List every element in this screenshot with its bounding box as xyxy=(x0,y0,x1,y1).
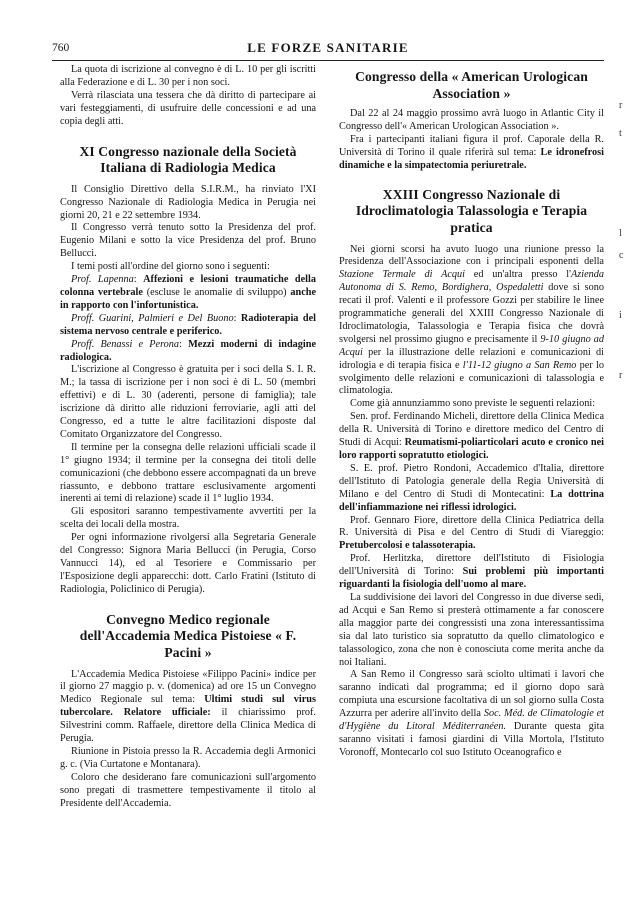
topic-title: Radioterapia del sistema nervoso centrale e periferico. xyxy=(60,312,316,337)
italic-run: 9-10 giugno ad Acqui xyxy=(339,333,604,358)
edge-glyph: r xyxy=(619,100,623,111)
text-run: Fra i partecipanti italiani figura il prof. Caporale della R. Università di Torino il quale riferirà sul tema: xyxy=(339,134,604,158)
italic-run: Soc. Méd. de Climatologie et d'Hygiène du Litoral Méditerranéen. xyxy=(339,708,604,733)
paragraph: I temi posti all'ordine del giorno sono i seguenti: xyxy=(71,261,270,273)
text-run: S. E. prof. Pietro Rondoni, Accademico d'Italia, direttore dell'Istituto di Patologia generale della Regia Università di Milano e del Centro di Studi di Montecatini: xyxy=(339,462,604,500)
text-run: L'Accademia Medica Pistoiese «Filippo Pacini» indice per il giorno 27 maggio p. v. (domenica) ad ore 15 un Convegno Medico Regionale sul tema: xyxy=(60,668,316,706)
relation-item xyxy=(339,411,604,463)
paragraph: Coloro che desiderano fare comunicazioni sull'argomento sono pregati di trasmettere tempestivamente il titolo al Presidente dell'Accademia. xyxy=(60,771,316,809)
italic-run: Stazione Termale di Acqui xyxy=(339,269,465,281)
topic-title: Pretubercolosi e talassoterapia. xyxy=(339,540,476,552)
paragraph: L'iscrizione al Congresso è gratuita per i soci della S. I. R. M.; la tassa di iscrizione per i non soci è di L. 50 (membri effettivi) e di L. 30 (aderenti, persone di famiglia); tale iscrizione dà diritto alle riduzioni ferroviarie, agli atti del Congresso, ed a tutte le altre facilitazioni disposte dal Comitato Organizzatore del Congresso. xyxy=(60,364,316,440)
paragraph: Come già annunziammo sono previste le seguenti relazioni: xyxy=(350,398,596,410)
topic-title: Le idronefrosi dinamiche e la simpatectomia periuretrale. xyxy=(339,146,604,171)
topic-title: Reumatismi-poliarticolari acuto e cronico nei loro rapporti sopratutto etiologici. xyxy=(339,437,604,461)
edge-glyph: t xyxy=(619,128,622,139)
paragraph: Gli espositori saranno tempestivamente avvertiti per la scelta dei locali della mostra. xyxy=(60,506,316,531)
text-run: per lo svolgimento delle relazioni e comunicazioni di talassologia e climatologia. xyxy=(339,359,604,397)
text-run: Prof. Herlitzka, direttore dell'Istituto di Fisiologia dell'Università di Torino: xyxy=(339,553,604,578)
text-run: A San Remo il Congresso sarà sciolto ultimati i lavori che saranno indicati dal programma; ed il giorno dopo sarà compiuta una escursione facoltativa di un sol giorno sulla Costa Azzurra per aderire all'invito della xyxy=(339,669,604,720)
edge-glyph: c xyxy=(619,250,624,261)
section-title-urological: Congresso della « American Urologican Association » xyxy=(355,69,588,101)
paragraph xyxy=(339,669,604,759)
topic-item: Proff. Guarini, Palmieri e Del Buono: Radioterapia del sistema nervoso centrale e periferico. xyxy=(60,312,316,337)
relation-item xyxy=(339,553,604,592)
edge-glyph: r xyxy=(619,370,623,381)
text-run: Sen. prof. Ferdinando Micheli, direttore della Clinica Medica della R. Università di Torino e direttore medico del Centro di Studi di Acqui: xyxy=(339,411,604,449)
text-run: Durante questa gita saranno visitati i famosi giardini di Villa Mortola, l'Istituto Voronoff, Montecarlo col suo Istituto Oceanografico e xyxy=(339,721,604,758)
paragraph: Il termine per la consegna delle relazioni ufficiali scade il 1° giugno 1934; il termine per la consegna dei titoli delle comunicazioni (che debbono essere accompagnati da un breve riassunto, e debbono trattare esclusivamente argomenti inerenti ai temi di relazione) scade il 1° luglio 1934. xyxy=(60,441,316,505)
section-title-sirm: XI Congresso nazionale della Società Italiana di Radiologia Medica xyxy=(79,143,297,176)
paragraph: Verrà rilasciata una tessera che dà diritto di partecipare ai vari festeggiamenti, di usufruire delle concessioni e ad una copia degli atti. xyxy=(60,89,316,127)
left-column xyxy=(60,64,316,810)
paragraph xyxy=(339,134,604,173)
topic-author: Proff. Benassi e Perona xyxy=(71,338,180,350)
topic-title: Affezioni e lesioni traumatiche della colonna vertebrale xyxy=(60,274,316,298)
paragraph xyxy=(60,669,316,746)
text-run: Prof. Gennaro Fiore, direttore della Clinica Pediatrica della R. Università di Pisa e del Centro di Studi di Viareggio: xyxy=(339,514,604,539)
relation-item xyxy=(339,463,604,515)
section-title-pacini: Convegno Medico regionale dell'Accademia Medica Pistoiese « F. Pacini » xyxy=(79,611,297,660)
paragraph: Riunione in Pistoia presso la R. Accademia degli Armonici g. c. (Via Curtatone e Montanara). xyxy=(60,745,316,770)
page-number: 760 xyxy=(52,42,70,54)
text-run: per la illustrazione delle relazioni e comunicazioni di idrologia e di terapia fisica e xyxy=(339,346,604,371)
topic-author: Proff. Guarini, Palmieri e Del Buono xyxy=(71,312,234,324)
edge-glyph: l xyxy=(619,228,622,239)
topic-title: Sui problemi più importanti riguardanti la fisiologia dell'uomo al mare. xyxy=(339,566,604,591)
topic-author: Prof. Lapenna xyxy=(71,274,134,286)
text-run: dove si sono recati il prof. Valenti e il professore Gozzi per stabilire le linee programmatiche generali del XXIII Congresso Nazionale di Idroclimatologia, Talassologia e Terapia fisica che dovrà svolgersi nel prossimo giugno e precisamente il xyxy=(339,282,604,345)
italic-run: l'11-12 giugno a San Remo xyxy=(462,359,577,371)
rapporteur-label: Relatore ufficiale: xyxy=(123,707,211,719)
topic-item: Proff. Benassi e Perona: Mezzi moderni di indagine radiologica. xyxy=(60,338,316,363)
topic-title: La dottrina dell'infiammazione nei riflessi idrologici. xyxy=(339,488,604,513)
text-run: ed un'altra presso l' xyxy=(473,269,571,281)
edge-glyph: i xyxy=(619,310,622,321)
paragraph: Il Congresso verrà tenuto sotto la Presidenza del prof. Eugenio Milani e sotto la vice Presidenza del prof. Bruno Bellucci. xyxy=(60,222,316,260)
paragraph: Dal 22 al 24 maggio prossimo avrà luogo in Atlantic City il Congresso dell'« American Urologican Association ». xyxy=(339,108,604,133)
topic-title-end: anche in rapporto con l'infortunistica. xyxy=(60,286,316,311)
paragraph: Per ogni informazione rivolgersi alla Segretaria Generale del Congresso: Signora Maria Bellucci (in Perugia, Corso Vannucci 14), ed al Tesoriere e Commissario per l'Esposizione degli apparecchi: dott. Carlo Fratini (Istituto di Radiologia, Policlinico di Perugia). xyxy=(60,532,316,595)
paragraph: La suddivisione dei lavori del Congresso in due diverse sedi, ad Acqui e San Remo si presterà ottimamente a far conoscere alla maggior parte dei congressisti una zona interessantissima sia dal lato turistico sia sopratutto da quello climatologico e talassologico, zona che non è conosciuta come merita anche da noi Italiani. xyxy=(339,591,604,668)
paragraph: La quota di iscrizione al convegno è di L. 10 per gli iscritti alla Federazione e di L. 30 per i non soci. xyxy=(60,64,316,88)
text-run: Nei giorni scorsi ha avuto luogo una riunione presso la Presidenza dell'Associazione con i principali esponenti della xyxy=(339,243,604,268)
right-column xyxy=(339,64,604,760)
topic-title: Ultimi studi sul virus tubercolare. xyxy=(60,694,316,719)
topic-title: Mezzi moderni di indagine radiologica. xyxy=(60,338,316,363)
text-run: il chiarissimo prof. Silvestrini comm. Raffaele, direttore della Clinica Medica di Perugia. xyxy=(60,707,316,745)
relation-item xyxy=(339,515,604,554)
page-header xyxy=(52,36,604,54)
section-title-idroclimatologia: XXIII Congresso Nazionale di Idroclimatologia Talassologia e Terapia pratica xyxy=(355,186,588,235)
italic-run: Azienda Autonoma di S. Remo, Bordighera, Ospedaletti xyxy=(339,269,604,294)
paragraph: Il Consiglio Direttivo della S.I.R.M., ha rinviato l'XI Congresso Nazionale di Radiologia Medica in Perugia nei giorni 20, 21 e 22 settembre 1934. xyxy=(60,183,316,221)
running-title: LE FORZE SANITARIE xyxy=(247,40,409,55)
paragraph xyxy=(339,244,604,399)
topic-note: (escluse le anomalie di sviluppo) xyxy=(146,286,287,298)
header-rule xyxy=(52,60,604,61)
topic-item: Prof. Lapenna: Affezioni e lesioni traumatiche della colonna vertebrale (escluse le anomalie di sviluppo) anche in rapporto con l'infortunistica. xyxy=(60,274,316,311)
